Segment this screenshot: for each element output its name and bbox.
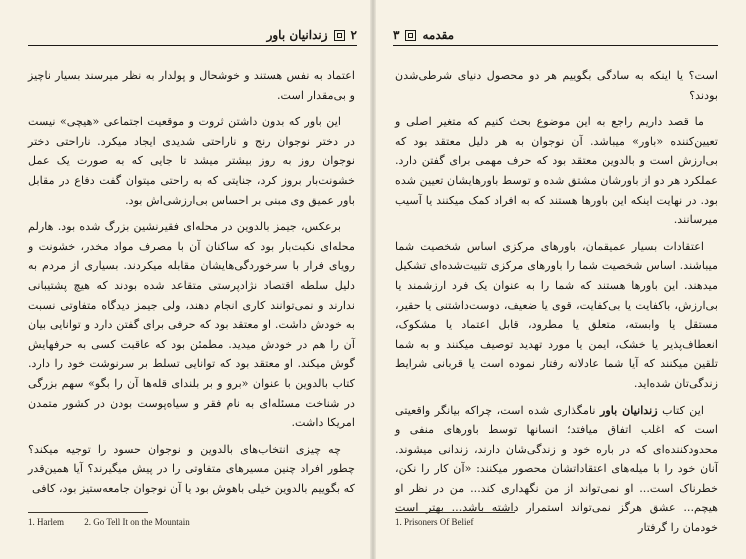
right-page [373, 0, 746, 559]
left-page-running-title: زندانیان باور [266, 28, 328, 42]
left-paragraph-1: اعتماد به نفس هستند و خوشحال و پولدار به نظر میرسند بسیار ناچیز و بی‌مقدار است. [28, 69, 355, 102]
right-page-body [395, 66, 718, 545]
left-page-header [28, 26, 357, 44]
header-ornament-icon [334, 30, 345, 41]
left-footnotes [28, 517, 208, 527]
right-page-header [393, 26, 718, 44]
left-page-number: ۲ [350, 28, 357, 42]
right-page-number: ۳ [393, 28, 400, 42]
book-title-inline: زندانیان باور [599, 402, 658, 417]
right-footnotes [395, 517, 492, 527]
left-paragraph-3: برعکس، جیمز بالدوین در محله‌ای فقیرنشین بزرگ شده بود. هارلم محله‌ای نکبت‌بار بود که ساکنان آن با مصرف مواد مخدر، خشونت و رویای فرار با سرخوردگی‌هایشان مقابله میکردند. بسیاری از مردم به دلیل سلطه اقتصاد نژادپرستی متقاعد شده بودند که هیچ پشتیبانی ندارند و نمی‌توانند کاری انجام دهند، ولی جیمز دیدگاه متفاوتی نسبت به خودش داشت. او معتقد بود که حرفی برای گفتن دارد و توانایی بیان آن را هم در خودش میدید. مطمئن بود که عاقبت کسی به حرفهایش گوش میکند. او معتقد بود که توانایی تسلط بر سرنوشت خود را دارد. کتاب بالدوین با عنوان «برو و بر بلندای قله‌ها آن را بگو» سهم بزرگی در شناخت مسئله‌ای به نام فقر و سیاه‌پوست بودن در کشور متمدن امریکا داشت. [28, 220, 355, 430]
right-paragraph-3: اعتقادات بسیار عمیقمان، باورهای مرکزی اساس شخصیت شما میباشند. اساس شخصیت شما را باورهای مرکزی تثبیت‌شده‌ای تشکیل میدهند. این باورها هستند که شما را به عنوان یک فرد ارزشمند یا بی‌ارزش، باکفایت یا بی‌کفایت، قوی یا ضعیف، دوست‌داشتنی یا حقیر، مستقل یا وابسته، متعلق یا مطرود، قابل اعتماد یا مشکوک، انعطاف‌پذیر یا خشک، ایمن یا مورد تهدید توصیف میکنند و به شما تلقین میکنند که آیا شما عادلانه رفتار نموده است یا قربانی شرایط زندگی‌تان شده‌اید. [395, 239, 718, 390]
left-footnote-rule [28, 512, 148, 513]
footnote-prisoners-of-belief: 1. Prisoners Of Belief [395, 517, 474, 527]
footnote-harlem: 1. Harlem [28, 517, 64, 527]
header-ornament-icon [405, 30, 416, 41]
footnote-go-tell-it: 2. Go Tell It on the Mountain [84, 517, 190, 527]
left-paragraph-2: این باور که بدون داشتن ثروت و موقعیت اجتماعی «هیچی» نیست در دختر نوجوان رنج و ناراحتی شدیدی ایجاد میکرد. ناراحتی دختر نوجوان روز به روز بیشتر میشد تا جایی که به صورت یک عمل خشونت‌بار بروز کرد، جنایتی که به راحتی میتوان گفت دفاع در مقابل باور عمیق وی مبنی بر احساس بی‌ارزشی‌اش بود. [28, 115, 355, 207]
right-header-rule [393, 45, 718, 46]
right-paragraph-1: است؟ یا اینکه به سادگی بگوییم هر دو محصول دنیای شرطی‌شدن بودند؟ [395, 69, 718, 102]
right-footnote-rule [395, 512, 515, 513]
left-page-body [28, 66, 355, 505]
right-paragraph-2: ما قصد داریم راجع به این موضوع بحث کنیم که متغیر اصلی و تعیین‌کننده «باور» میباشد. آن نوجوان به هر دلیل معتقد بود که بی‌ارزش است و بالدوین معتقد بود که حرف مهمی برای گفتن دارد. عملکرد هر دو از باورشان مشتق شده و توسط باورهایشان تعیین شده بود. در نهایت اینکه این باورها هستند که به افراد کمک میکنند یا آسیب میرسانند. [395, 115, 718, 227]
right-paragraph-4: این کتاب زندانیان باور نامگذاری شده است، چراکه بیانگر واقعیتی است که اغلب اتفاق میافتد؛ انسانها توسط باورهای منفی و محدودکننده‌ای که در باره خود و زندگی‌شان دارند، زندانی میشوند. آنان خود را با میله‌های اعتقاداتشان محصور میکنند: «آن کار را نکن، خطرناک است... او نمی‌تواند از من نگهداری کند... من در نظر او هیچم... عشق هرگز نمی‌تواند استمرار داشته باشد... بهتر است خودمان را گرفتار [395, 402, 718, 535]
left-header-rule [28, 45, 357, 46]
left-paragraph-4: چه چیزی انتخاب‌های بالدوین و نوجوان حسود را توجیه میکند؟ چطور افراد چنین مسیرهای متفاوتی را در پیش میگیرند؟ آیا همین‌قدر که بگوییم بالدوین خیلی باهوش بود یا آن نوجوان جامعه‌ستیز بود، کافی [28, 442, 355, 495]
right-page-running-title: مقدمه [422, 28, 455, 42]
